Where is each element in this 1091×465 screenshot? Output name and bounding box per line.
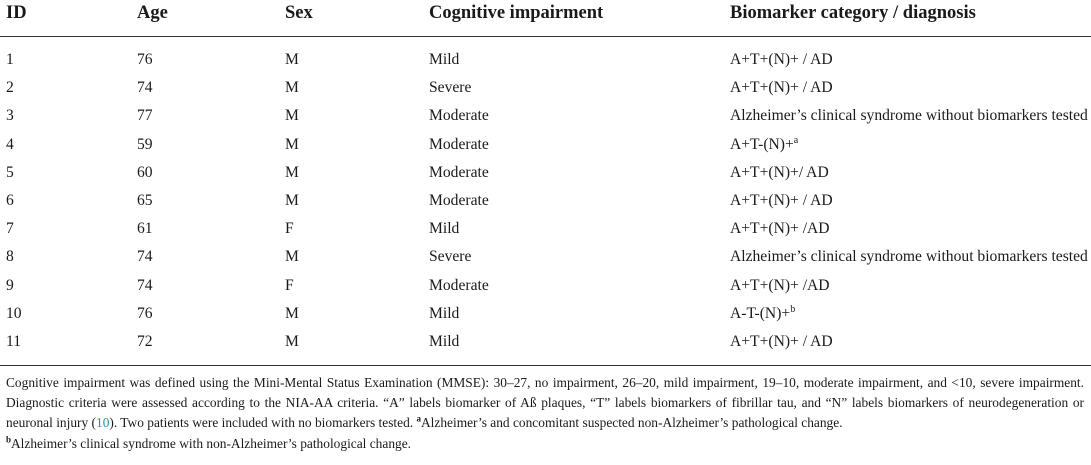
cell-biomarker-text: A-T-(N)+ <box>730 304 791 322</box>
header-biomarker: Biomarker category / diagnosis <box>730 3 976 23</box>
table-row <box>0 187 1091 215</box>
cell-biomarker <box>730 136 798 154</box>
cell-age-text: 74 <box>137 276 153 294</box>
cell-cognitive <box>429 248 471 266</box>
cell-cognitive-text: Moderate <box>429 107 489 125</box>
footnote-marker: b <box>790 303 796 315</box>
cell-id-text: 10 <box>6 304 22 322</box>
cell-age <box>137 79 153 97</box>
cell-age-text: 61 <box>137 220 153 238</box>
cell-biomarker-text: A+T+(N)+/ AD <box>730 163 829 181</box>
cell-cognitive-text: Moderate <box>429 135 489 153</box>
cell-sex <box>285 333 299 351</box>
table-row <box>0 159 1091 187</box>
cell-cognitive-text: Severe <box>429 79 472 97</box>
cell-biomarker-text: A+T+(N)+ /AD <box>730 220 830 238</box>
cell-biomarker-text: A+T-(N)+ <box>730 135 794 153</box>
cell-biomarker-text: A+T+(N)+ / AD <box>730 51 833 68</box>
cell-age <box>137 192 153 210</box>
footnote-b-text: Alzheimer’s clinical syndrome with non-Alzheimer’s pathological change. <box>11 435 412 451</box>
cell-age-text: 76 <box>137 304 153 322</box>
cell-id <box>6 333 21 351</box>
table-row <box>0 243 1091 271</box>
cell-sex-text: M <box>285 79 299 97</box>
cell-id-text: 2 <box>6 79 14 97</box>
cell-sex-text: F <box>285 220 294 238</box>
cell-cognitive-text: Moderate <box>429 191 489 209</box>
cell-biomarker <box>730 164 829 182</box>
cell-biomarker <box>730 277 830 295</box>
cell-id-text: 1 <box>6 51 14 68</box>
cell-id <box>6 136 14 154</box>
cell-sex <box>285 220 294 238</box>
cell-sex-text: M <box>285 135 299 153</box>
cell-id <box>6 305 22 323</box>
cell-age <box>137 220 153 238</box>
cell-cognitive <box>429 51 459 69</box>
cell-biomarker-text: Alzheimer’s clinical syndrome without biomarkers tested <box>730 248 1088 266</box>
cell-age-text: 76 <box>137 51 153 68</box>
table-row <box>0 131 1091 159</box>
cell-age <box>137 164 153 182</box>
reference-link[interactable]: 10 <box>96 415 110 431</box>
cell-sex-text: M <box>285 191 299 209</box>
cell-sex <box>285 107 299 125</box>
cell-biomarker-text: A+T+(N)+ / AD <box>730 332 833 350</box>
cell-age-text: 74 <box>137 79 153 97</box>
notes-text-2: ). Two patients were included with no biomarkers tested. <box>109 415 417 431</box>
cell-cognitive <box>429 107 489 125</box>
cell-cognitive <box>429 164 489 182</box>
table-row <box>0 102 1091 130</box>
cell-age <box>137 305 153 323</box>
cell-age <box>137 136 153 154</box>
cell-id-text: 8 <box>6 248 14 266</box>
cell-age-text: 72 <box>137 332 153 350</box>
cell-id-text: 7 <box>6 220 14 238</box>
cell-biomarker <box>730 248 1088 266</box>
cell-id <box>6 277 14 295</box>
cell-id-text: 9 <box>6 276 14 294</box>
cell-biomarker <box>730 220 830 238</box>
cell-sex <box>285 277 294 295</box>
footnote-marker: a <box>793 134 799 146</box>
cell-biomarker <box>730 79 833 97</box>
cell-sex-text: M <box>285 107 299 125</box>
cell-id-text: 4 <box>6 135 14 153</box>
cell-sex <box>285 164 299 182</box>
cell-cognitive <box>429 305 459 323</box>
cell-cognitive-text: Mild <box>429 332 460 350</box>
notes-text-1: Cognitive impairment was defined using the Mini-Mental Status Examination (MMSE): 30–27, no impairment, 26–20, mild impairment, 19–10, moderate impairment, and <10, severe impairment. Diagnostic criteria were assessed according to the NIA-AA criteria. “A” labels biomarker of Aß plaques, “T” labels biomarkers of fibrillar tau, and “N” labels biomarkers of neurodegeneration or neuronal injury ( <box>6 375 1084 431</box>
cell-biomarker-text: Alzheimer’s clinical syndrome without biomarkers tested <box>730 107 1088 125</box>
footnote-a-text: Alzheimer’s and concomitant suspected non-Alzheimer’s pathological change. <box>421 415 843 431</box>
cell-cognitive <box>429 220 459 238</box>
cell-age-text: 59 <box>137 135 153 153</box>
cell-sex <box>285 305 299 323</box>
header-id: ID <box>6 3 27 23</box>
cell-id <box>6 107 14 125</box>
header-rule <box>0 36 1091 37</box>
cell-sex <box>285 248 299 266</box>
table-row <box>0 328 1091 356</box>
cell-cognitive-text: Moderate <box>429 163 489 181</box>
cell-age <box>137 107 153 125</box>
cell-id-text: 3 <box>6 107 14 125</box>
cell-cognitive-text: Mild <box>429 304 460 322</box>
table-row <box>0 300 1091 328</box>
cell-biomarker <box>730 305 795 323</box>
cell-cognitive-text: Mild <box>429 51 460 68</box>
cell-age-text: 60 <box>137 163 153 181</box>
table-row <box>0 74 1091 102</box>
cell-age <box>137 51 153 69</box>
footnote-b-marker: b <box>6 434 12 445</box>
table-row <box>0 215 1091 243</box>
cell-age <box>137 333 153 351</box>
header-age: Age <box>137 3 168 23</box>
cell-biomarker-text: A+T+(N)+ / AD <box>730 191 833 209</box>
cell-id <box>6 220 14 238</box>
footnote-a-marker: a <box>416 413 421 424</box>
cell-age-text: 74 <box>137 248 153 266</box>
cell-sex-text: M <box>285 304 299 322</box>
table-header-row <box>0 0 1091 37</box>
cell-biomarker <box>730 333 833 351</box>
table-footnotes <box>6 373 1084 454</box>
cell-id <box>6 79 14 97</box>
cell-sex-text: M <box>285 248 299 266</box>
cell-biomarker-text: A+T+(N)+ / AD <box>730 79 833 97</box>
cell-cognitive-text: Mild <box>429 220 460 238</box>
header-cognitive-impairment: Cognitive impairment <box>429 3 604 23</box>
cell-id <box>6 164 14 182</box>
table-bottom-rule <box>0 365 1091 366</box>
cell-biomarker <box>730 51 833 69</box>
cell-age <box>137 248 153 266</box>
cell-id <box>6 192 14 210</box>
cell-sex <box>285 136 299 154</box>
cell-biomarker <box>730 192 833 210</box>
table-row <box>0 272 1091 300</box>
cell-sex-text: M <box>285 332 299 350</box>
cell-id-text: 5 <box>6 163 14 181</box>
cell-cognitive <box>429 79 471 97</box>
table-row <box>0 46 1091 74</box>
cell-cognitive <box>429 277 489 295</box>
cell-age-text: 77 <box>137 107 153 125</box>
header-sex: Sex <box>285 3 313 23</box>
cell-id <box>6 248 14 266</box>
cell-cognitive <box>429 333 459 351</box>
cell-cognitive-text: Severe <box>429 248 472 266</box>
cell-id-text: 6 <box>6 191 14 209</box>
cell-id-text: 11 <box>6 332 22 350</box>
cell-sex-text: M <box>285 163 299 181</box>
cell-sex <box>285 192 299 210</box>
cell-sex-text: M <box>285 51 299 68</box>
cell-sex <box>285 51 299 69</box>
cell-biomarker <box>730 107 1088 125</box>
cell-sex <box>285 79 299 97</box>
cell-age-text: 65 <box>137 191 153 209</box>
cell-cognitive <box>429 192 489 210</box>
table-body <box>0 46 1091 356</box>
cell-cognitive <box>429 136 489 154</box>
cell-age <box>137 277 153 295</box>
cell-id <box>6 51 14 69</box>
cell-sex-text: F <box>285 276 294 294</box>
cell-biomarker-text: A+T+(N)+ /AD <box>730 276 830 294</box>
cell-cognitive-text: Moderate <box>429 276 489 294</box>
